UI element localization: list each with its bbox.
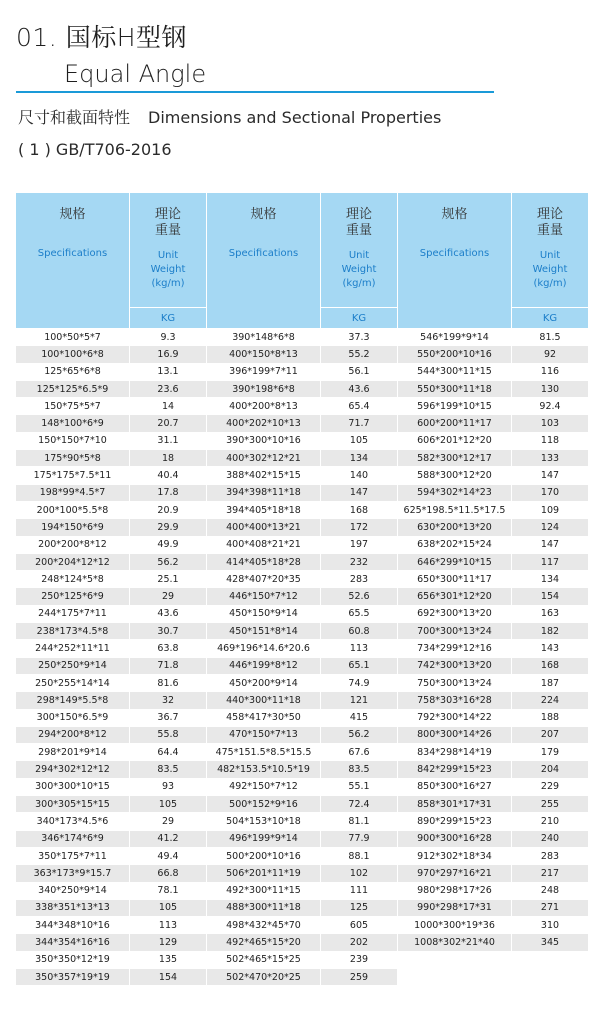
header-weight-2 [321,193,398,308]
table-row [16,726,589,743]
spec-cell: 498*432*45*70 [207,917,321,934]
weight-cell: 134 [321,450,398,467]
spec-cell: 758*303*16*28 [398,692,512,709]
weight-cell: 134 [512,571,589,588]
weight-cell: 71.7 [321,415,398,432]
empty-cell [512,951,589,968]
weight-cell: 55.2 [321,346,398,363]
spec-cell: 502*465*15*25 [207,951,321,968]
weight-cell: 143 [512,640,589,657]
weight-cell: 116 [512,363,589,380]
title-underline [16,91,494,93]
spec-cell: 400*202*10*13 [207,415,321,432]
weight-cell: 172 [321,519,398,536]
table-row [16,917,589,934]
spec-cell: 340*250*9*14 [16,882,130,899]
spec-cell: 1000*300*19*36 [398,917,512,934]
weight-cell: 74.9 [321,674,398,691]
weight-cell: 310 [512,917,589,934]
spec-cell: 244*175*7*11 [16,605,130,622]
header-weight-cn: 理论 重量 [345,207,372,238]
weight-cell: 111 [321,882,398,899]
weight-cell: 81.1 [321,813,398,830]
weight-cell: 17.8 [130,484,207,501]
spec-cell: 175*175*7.5*11 [16,467,130,484]
table-row [16,830,589,847]
weight-cell: 210 [512,813,589,830]
spec-cell: 244*252*11*11 [16,640,130,657]
weight-cell: 124 [512,519,589,536]
spec-cell: 100*50*5*7 [16,329,130,346]
weight-cell: 9.3 [130,329,207,346]
spec-cell: 400*302*12*21 [207,450,321,467]
subtitle [18,105,441,128]
spec-cell: 492*300*11*15 [207,882,321,899]
header-weight-3 [512,193,589,308]
spec-cell: 388*402*15*15 [207,467,321,484]
weight-cell: 65.4 [321,398,398,415]
weight-cell: 121 [321,692,398,709]
weight-cell: 147 [512,467,589,484]
spec-cell: 446*199*8*12 [207,657,321,674]
table-row [16,951,589,968]
spec-cell: 100*100*6*8 [16,346,130,363]
empty-cell [512,968,589,985]
weight-cell: 81.6 [130,674,207,691]
spec-cell: 858*301*17*31 [398,796,512,813]
table-row [16,571,589,588]
spec-cell: 496*199*9*14 [207,830,321,847]
table-row [16,709,589,726]
spec-cell: 502*470*20*25 [207,968,321,985]
weight-cell: 88.1 [321,847,398,864]
table-row [16,899,589,916]
weight-cell: 103 [512,415,589,432]
weight-cell: 43.6 [321,380,398,397]
weight-cell: 255 [512,796,589,813]
weight-cell: 77.9 [321,830,398,847]
header-weight-cn: 理论 重量 [536,207,563,238]
header-spec-3 [398,193,512,329]
spec-cell: 300*305*15*15 [16,796,130,813]
spec-cell: 390*148*6*8 [207,329,321,346]
table-row [16,346,589,363]
spec-cell: 248*124*5*8 [16,571,130,588]
header-spec-en: Specifications [228,248,299,259]
spec-cell: 492*150*7*12 [207,778,321,795]
spec-cell: 646*299*10*15 [398,553,512,570]
table-body [16,329,589,986]
weight-cell: 188 [512,709,589,726]
spec-cell: 469*196*14.6*20.6 [207,640,321,657]
spec-cell: 630*200*13*20 [398,519,512,536]
unit-label: KG [130,308,207,329]
table-row [16,519,589,536]
spec-cell: 400*200*8*13 [207,398,321,415]
spec-cell: 390*198*6*8 [207,380,321,397]
weight-cell: 31.1 [130,432,207,449]
spec-cell: 550*300*11*18 [398,380,512,397]
spec-cell: 294*302*12*12 [16,761,130,778]
weight-cell: 147 [321,484,398,501]
table-row [16,501,589,518]
weight-cell: 18 [130,450,207,467]
subtitle-cn: 尺寸和截面特性 [18,108,131,127]
table-row [16,882,589,899]
spec-cell: 175*90*5*8 [16,450,130,467]
spec-cell: 428*407*20*35 [207,571,321,588]
weight-cell: 20.7 [130,415,207,432]
spec-cell: 338*351*13*13 [16,899,130,916]
spec-cell: 656*301*12*20 [398,588,512,605]
weight-cell: 240 [512,830,589,847]
weight-cell: 56.2 [130,553,207,570]
header-weight-en: Unit Weight (kg/m) [341,250,377,289]
spec-cell: 250*250*9*14 [16,657,130,674]
weight-cell: 154 [130,968,207,985]
spec-cell: 250*255*14*14 [16,674,130,691]
spec-cell: 238*173*4.5*8 [16,623,130,640]
table-row [16,467,589,484]
weight-cell: 140 [321,467,398,484]
table-row [16,744,589,761]
weight-cell: 67.6 [321,744,398,761]
table-row [16,484,589,501]
weight-cell: 170 [512,484,589,501]
spec-cell: 390*300*10*16 [207,432,321,449]
spec-cell: 125*65*6*8 [16,363,130,380]
weight-cell: 92 [512,346,589,363]
spec-cell: 450*200*9*14 [207,674,321,691]
weight-cell: 232 [321,553,398,570]
spec-cell: 394*398*11*18 [207,484,321,501]
weight-cell: 83.5 [130,761,207,778]
weight-cell: 29.9 [130,519,207,536]
weight-cell: 65.5 [321,605,398,622]
weight-cell: 168 [512,657,589,674]
spec-cell: 482*153.5*10.5*19 [207,761,321,778]
weight-cell: 605 [321,917,398,934]
subtitle-en: Dimensions and Sectional Properties [148,108,442,127]
spec-cell: 488*300*11*18 [207,899,321,916]
table-row [16,398,589,415]
spec-cell: 396*199*7*11 [207,363,321,380]
weight-cell: 229 [512,778,589,795]
spec-cell: 340*173*4.5*6 [16,813,130,830]
header-spec-2 [207,193,321,329]
weight-cell: 23.6 [130,380,207,397]
weight-cell: 64.4 [130,744,207,761]
table-row [16,363,589,380]
weight-cell: 130 [512,380,589,397]
weight-cell: 52.6 [321,588,398,605]
weight-cell: 202 [321,934,398,951]
weight-cell: 41.2 [130,830,207,847]
table-row [16,778,589,795]
spec-cell: 200*200*8*12 [16,536,130,553]
spec-cell: 550*200*10*16 [398,346,512,363]
spec-cell: 194*150*6*9 [16,519,130,536]
spec-cell: 546*199*9*14 [398,329,512,346]
spec-cell: 544*300*11*15 [398,363,512,380]
table-row [16,657,589,674]
weight-cell: 78.1 [130,882,207,899]
spec-cell: 394*405*18*18 [207,501,321,518]
table-row [16,553,589,570]
weight-cell: 283 [512,847,589,864]
spec-cell: 475*151.5*8.5*15.5 [207,744,321,761]
dimensions-table [15,192,589,986]
spec-cell: 596*199*10*15 [398,398,512,415]
weight-cell: 248 [512,882,589,899]
table-row [16,640,589,657]
weight-cell: 40.4 [130,467,207,484]
spec-cell: 692*300*13*20 [398,605,512,622]
table-row [16,450,589,467]
spec-cell: 594*302*14*23 [398,484,512,501]
weight-cell: 168 [321,501,398,518]
weight-cell: 13.1 [130,363,207,380]
weight-cell: 105 [130,899,207,916]
weight-cell: 135 [130,951,207,968]
spec-cell: 298*201*9*14 [16,744,130,761]
spec-cell: 625*198.5*11.5*17.5 [398,501,512,518]
header-spec-cn: 规格 [250,207,277,222]
header-spec-cn: 规格 [441,207,468,222]
spec-cell: 350*175*7*11 [16,847,130,864]
weight-cell: 20.9 [130,501,207,518]
spec-cell: 470*150*7*13 [207,726,321,743]
spec-cell: 900*300*16*28 [398,830,512,847]
spec-cell: 842*299*15*23 [398,761,512,778]
weight-cell: 55.1 [321,778,398,795]
spec-cell: 582*300*12*17 [398,450,512,467]
weight-cell: 32 [130,692,207,709]
weight-cell: 16.9 [130,346,207,363]
table-row [16,674,589,691]
spec-cell: 414*405*18*28 [207,553,321,570]
unit-label: KG [321,308,398,329]
spec-cell: 1008*302*21*40 [398,934,512,951]
weight-cell: 117 [512,553,589,570]
spec-cell: 344*354*16*16 [16,934,130,951]
weight-cell: 224 [512,692,589,709]
weight-cell: 92.4 [512,398,589,415]
weight-cell: 147 [512,536,589,553]
header-spec-en: Specifications [419,248,490,259]
spec-cell: 970*297*16*21 [398,865,512,882]
weight-cell: 43.6 [130,605,207,622]
weight-cell: 271 [512,899,589,916]
spec-cell: 890*299*15*23 [398,813,512,830]
spec-cell: 500*152*9*16 [207,796,321,813]
spec-cell: 294*200*8*12 [16,726,130,743]
header-weight-cn: 理论 重量 [154,207,181,238]
weight-cell: 66.8 [130,865,207,882]
weight-cell: 36.7 [130,709,207,726]
weight-cell: 283 [321,571,398,588]
weight-cell: 133 [512,450,589,467]
weight-cell: 163 [512,605,589,622]
weight-cell: 109 [512,501,589,518]
spec-cell: 200*204*12*12 [16,553,130,570]
weight-cell: 72.4 [321,796,398,813]
weight-cell: 415 [321,709,398,726]
header-spec-en: Specifications [37,248,108,259]
table-row [16,813,589,830]
spec-cell: 200*100*5.5*8 [16,501,130,518]
spec-cell: 250*125*6*9 [16,588,130,605]
spec-cell: 458*417*30*50 [207,709,321,726]
spec-cell: 980*298*17*26 [398,882,512,899]
header-spec-cn: 规格 [59,207,86,222]
weight-cell: 29 [130,813,207,830]
weight-cell: 71.8 [130,657,207,674]
header-weight-en: Unit Weight (kg/m) [150,250,186,289]
weight-cell: 56.2 [321,726,398,743]
weight-cell: 113 [321,640,398,657]
table-row [16,623,589,640]
table-row [16,761,589,778]
spec-cell: 400*150*8*13 [207,346,321,363]
spec-cell: 850*300*16*27 [398,778,512,795]
spec-cell: 492*465*15*20 [207,934,321,951]
weight-cell: 81.5 [512,329,589,346]
spec-cell: 734*299*12*16 [398,640,512,657]
spec-cell: 450*151*8*14 [207,623,321,640]
weight-cell: 65.1 [321,657,398,674]
table-row [16,588,589,605]
weight-cell: 239 [321,951,398,968]
weight-cell: 49.9 [130,536,207,553]
table-row [16,796,589,813]
weight-cell: 113 [130,917,207,934]
spec-cell: 198*99*4.5*7 [16,484,130,501]
spec-cell: 150*150*7*10 [16,432,130,449]
spec-cell: 792*300*14*22 [398,709,512,726]
spec-cell: 350*350*12*19 [16,951,130,968]
spec-cell: 300*150*6.5*9 [16,709,130,726]
weight-cell: 56.1 [321,363,398,380]
weight-cell: 105 [321,432,398,449]
spec-cell: 150*75*5*7 [16,398,130,415]
section-title: 01. 国标H型钢 [16,23,188,52]
weight-cell: 105 [130,796,207,813]
weight-cell: 63.8 [130,640,207,657]
spec-cell: 800*300*14*26 [398,726,512,743]
weight-cell: 345 [512,934,589,951]
spec-cell: 400*408*21*21 [207,536,321,553]
spec-cell: 400*400*13*21 [207,519,321,536]
table-row [16,380,589,397]
table-row [16,605,589,622]
table-row [16,865,589,882]
weight-cell: 197 [321,536,398,553]
header-spec-1 [16,193,130,329]
spec-cell: 742*300*13*20 [398,657,512,674]
spec-cell: 912*302*18*34 [398,847,512,864]
spec-cell: 650*300*11*17 [398,571,512,588]
table-row [16,934,589,951]
spec-cell: 588*300*12*20 [398,467,512,484]
spec-cell: 750*300*13*24 [398,674,512,691]
weight-cell: 125 [321,899,398,916]
spec-cell: 344*348*10*16 [16,917,130,934]
table-row [16,329,589,346]
standard-label: ( 1 ) GB/T706-2016 [18,140,172,159]
spec-cell: 700*300*13*24 [398,623,512,640]
spec-cell: 148*100*6*9 [16,415,130,432]
spec-cell: 834*298*14*19 [398,744,512,761]
spec-cell: 504*153*10*18 [207,813,321,830]
table-row [16,536,589,553]
spec-cell: 350*357*19*19 [16,968,130,985]
spec-cell: 500*200*10*16 [207,847,321,864]
table-row [16,847,589,864]
spec-cell: 298*149*5.5*8 [16,692,130,709]
weight-cell: 217 [512,865,589,882]
weight-cell: 102 [321,865,398,882]
header-weight-en: Unit Weight (kg/m) [532,250,568,289]
weight-cell: 204 [512,761,589,778]
spec-cell: 346*174*6*9 [16,830,130,847]
empty-cell [398,951,512,968]
spec-cell: 600*200*11*17 [398,415,512,432]
weight-cell: 179 [512,744,589,761]
empty-cell [398,968,512,985]
weight-cell: 55.8 [130,726,207,743]
weight-cell: 37.3 [321,329,398,346]
header-weight-1 [130,193,207,308]
weight-cell: 25.1 [130,571,207,588]
weight-cell: 49.4 [130,847,207,864]
weight-cell: 207 [512,726,589,743]
weight-cell: 118 [512,432,589,449]
weight-cell: 182 [512,623,589,640]
weight-cell: 93 [130,778,207,795]
table-row [16,415,589,432]
table-row [16,968,589,985]
unit-label: KG [512,308,589,329]
spec-cell: 990*298*17*31 [398,899,512,916]
spec-cell: 638*202*15*24 [398,536,512,553]
weight-cell: 187 [512,674,589,691]
weight-cell: 30.7 [130,623,207,640]
weight-cell: 154 [512,588,589,605]
table-row [16,432,589,449]
spec-cell: 440*300*11*18 [207,692,321,709]
spec-cell: 450*150*9*14 [207,605,321,622]
weight-cell: 60.8 [321,623,398,640]
weight-cell: 259 [321,968,398,985]
spec-cell: 446*150*7*12 [207,588,321,605]
table-row [16,692,589,709]
spec-cell: 125*125*6.5*9 [16,380,130,397]
spec-cell: 506*201*11*19 [207,865,321,882]
spec-cell: 363*173*9*15.7 [16,865,130,882]
weight-cell: 14 [130,398,207,415]
spec-cell: 300*300*10*15 [16,778,130,795]
section-title-en: Equal Angle [64,60,207,88]
weight-cell: 129 [130,934,207,951]
weight-cell: 29 [130,588,207,605]
weight-cell: 83.5 [321,761,398,778]
spec-cell: 606*201*12*20 [398,432,512,449]
